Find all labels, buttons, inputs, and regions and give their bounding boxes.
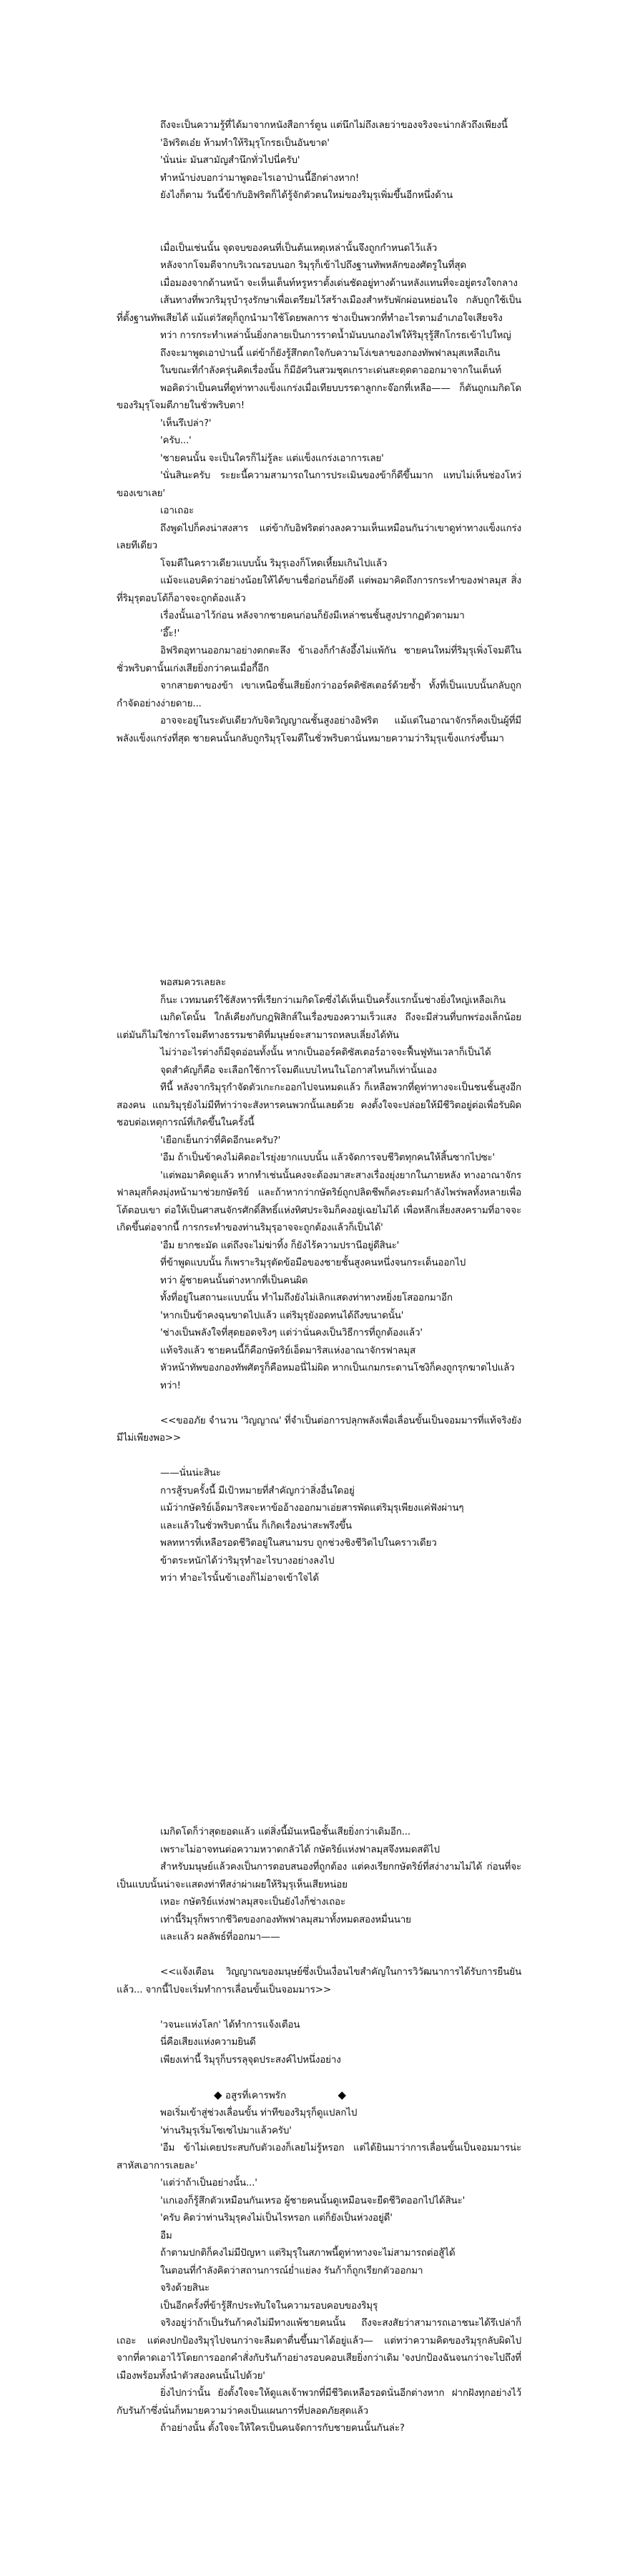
paragraph: ทว่า ผู้ชายคนนั้นต่างหากที่เป็นคนผิด bbox=[160, 1274, 308, 1286]
paragraph: เพียงเท่านี้ ริมุรุก็บรรลุจุดประสงค์ไปหนึ่งอย่าง bbox=[160, 2053, 341, 2066]
paragraph: จริงอยู่ว่าถ้าเป็นรันก้าคงไม่มีทางแพ้ชายคนนั้น ถึงจะสงสัยว่าสามารถเอาชนะได้รึเปล่าก็เถอะ แต่คงปกป้องริมุรุไปจนกว่าจะลืมตาตื่นขึ้นมาได้อยู่แล้ว— แต่ทว่าความคิดของริมุรุกลับผิดไปจากที่คาดเอาไว้โดยการออกคำสั่งกับรันก้าอย่างรอบคอบเสียยิ่งกว่าเดิม 'จงปกป้องฉันจนกว่าจะไปถึงที่เมืองพร้อมทั้งนำตัวสองคนนั้นไปด้วย' bbox=[117, 2317, 521, 2382]
paragraph: ถ้าอย่างนั้น ตั้งใจจะให้ใครเป็นคนจัดการกับชายคนนั้นกันล่ะ? bbox=[160, 2422, 405, 2434]
paragraph: พอคิดว่าเป็นคนที่ดูท่าทางแข็งแกร่งเมื่อเทียบบรรดาลูกกะจ๊อกที่เหลือ—— ก็ตันถูกเมกิดโดของริมุรุโจมตีภายในชั่วพริบตา! bbox=[117, 382, 521, 411]
paragraph: 'อิฟริตเอ๋ย ห้ามทำให้ริมุรุโกรธเป็นอันขาด' bbox=[160, 137, 330, 149]
section-heading bbox=[117, 2086, 521, 2105]
paragraph: อาจจะอยู่ในระดับเดียวกับจิตวิญญาณชั้นสูงอย่างอิฟริต แม้แต่ในอาณาจักรก็คงเป็นผู้ที่มีพลังแข็งแกร่งที่สุด ชายคนนั้นกลับถูกริมุรุโจมตีในชั่วพริบตานั่นหมายความว่าริมุรุแข็งแกร่งขึ้นมา bbox=[117, 715, 521, 744]
paragraph: 'นั่นน่ะ มันสามัญสำนึกทั่วไปนี่ครับ' bbox=[160, 154, 300, 166]
paragraph: ข้าตระหนักได้ว่าริมุรุทำอะไรบางอย่างลงไป bbox=[160, 1554, 335, 1566]
paragraph: 'อืม ถ้าเป็นข้าคงไม่คิดอะไรยุ่งยากแบบนั้น แล้วจัดการจบชีวิตทุกคนให้สิ้นซากไปซะ' bbox=[160, 1152, 495, 1163]
paragraph: เพราะไม่อาจทนต่อความหวาดกลัวได้ กษัตริย์แห่งฟาลมุสจึงหมดสติไป bbox=[160, 1843, 440, 1855]
paragraph: อืม bbox=[160, 2229, 172, 2241]
paragraph: แท้จริงแล้ว ชายคนนี้ก็คือกษัตริย์เอ็ดมาริสแห่งอาณาจักรฟาลมุส bbox=[160, 1344, 415, 1356]
paragraph: และแล้วในชั่วพริบตานั้น ก็เกิดเรื่องน่าสะพรึงขึ้น bbox=[160, 1519, 352, 1531]
paragraph: ในขณะที่กำลังครุ่นคิดเรื่องนั้น ก็มีอัศวินสวมชุดเกราะเด่นสะดุดตาออกมาจากในเต็นท์ bbox=[160, 365, 501, 376]
paragraph: 'วจนะแห่งโลก' ได้ทำการแจ้งเตือน bbox=[160, 2018, 300, 2030]
paragraph: จุดสำคัญก็คือ จะเลือกใช้การโจมตีแบบไหนในโอกาสไหนก็เท่านั้นเอง bbox=[160, 1064, 437, 1076]
system-notice: <<แจ้งเตือน วิญญาณของมนุษย์ซึ่งเป็นเงื่อนไขสำคัญในการวิวัฒนาการได้รับการยืนยันแล้ว... จากนี้ไปจะเริ่มทำการเลื่อนขั้นเป็นจอมมาร>> bbox=[117, 1966, 521, 1995]
paragraph: 'แต่ว่าถ้าเป็นอย่างนั้น...' bbox=[160, 2177, 257, 2188]
paragraph: ทว่า การกระทำเหล่านั้นยิ่งกลายเป็นการราดน้ำมันบนกองไฟให้ริมุรุรู้สึกโกรธเข้าไปใหญ่ bbox=[160, 330, 511, 341]
paragraph: เมกิดโดนั้น ใกล้เคียงกับกฎฟิสิกส์ในเรื่องของความเร็วแสง ถึงจะมีส่วนที่บกพร่องเล็กน้อย แต่มันก็ไม่ใช่การโจมตีทางธรรมชาติที่มนุษย์จะสามารถหลบเลี่ยงได้ทัน bbox=[117, 1012, 521, 1041]
paragraph: ก็นะ เวทมนตร์ใช้สังหารที่เรียกว่าเมกิดโดซึ่งได้เห็นเป็นครั้งแรกนั้นช่างยิ่งใหญ่เหลือเกิน bbox=[160, 994, 506, 1006]
paragraph: 'ครับ...' bbox=[160, 435, 192, 446]
paragraph: จริงด้วยสินะ bbox=[160, 2282, 210, 2294]
paragraph: เอาเถอะ bbox=[160, 505, 195, 516]
paragraph: ในตอนที่กำลังคิดว่าสถานการณ์ย่ำแย่ลง รันก้าก็ถูกเรียกตัวออกมา bbox=[160, 2264, 423, 2276]
paragraph: เหอะ กษัตริย์แห่งฟาลมุสจะเป็นยังไงก็ช่างเถอะ bbox=[160, 1896, 346, 1908]
paragraph: 'นั่นสินะครับ ระยะนี้ความสามารถในการประเมินของข้าก็ดีขึ้นมาก แทบไม่เห็นช่องโหว่ของเขาเลย' bbox=[117, 470, 521, 499]
paragraph: 'ครับ คิดว่าท่านริมุรุคงไม่เป็นไรหรอก แต่ก็ยังเป็นห่วงอยู่ดี' bbox=[160, 2212, 393, 2224]
paragraph: 'ช่างเป็นพลังใจที่สุดยอดจริงๆ แต่ว่านั่นคงเป็นวิธีการที่ถูกต้องแล้ว' bbox=[160, 1327, 423, 1338]
paragraph: 'อืม ยากชะมัด แต่ถึงจะไม่ฆ่าทิ้ง ก็ยังไร้ความปรานีอยู่ดีสินะ' bbox=[160, 1239, 400, 1251]
paragraph: แม้ว่ากษัตริย์เอ็ดมาริสจะหาข้ออ้างออกมาเอ่ยสารพัดแต่ริมุรุเพียงแค่ฟังผ่านๆ bbox=[160, 1502, 464, 1514]
text-block-1 bbox=[117, 117, 521, 747]
paragraph: หัวหน้าทัพของกองทัพศัตรูก็คือหมอนี่ไม่ผิด หากเป็นเกมกระดานโชงิก็คงถูกรุกฆาตไปแล้ว bbox=[160, 1362, 515, 1373]
paragraph: 'ท่านริมุรุเริ่มโซเซไปมาแล้วครับ' bbox=[160, 2124, 292, 2136]
paragraph: ทีนี้ หลังจากริมุรุกำจัดตัวเกะกะออกไปจนหมดแล้ว ก็เหลือพวกที่ดูท่าทางจะเป็นชนชั้นสูงอีกสองคน แถมริมุรุยังไม่มีทีท่าว่าจะสังหารคนพวกนั้นเลยด้วย คงตั้งใจจะปล่อยให้มีชีวิตอยู่ต่อเพื่อรับผิดชอบต่อเหตุการณ์ที่เกิดขึ้นในครั้งนี้ bbox=[117, 1082, 521, 1128]
paragraph: เรื่องนั้นเอาไว้ก่อน หลังจากชายคนก่อนก็ยังมีเหล่าชนชั้นสูงปรากฏตัวตามมา bbox=[160, 610, 465, 621]
diamond-icon: ◆ bbox=[338, 2088, 346, 2101]
paragraph: ยังไงก็ตาม วันนี้ข้ากับอิฟริตก็ได้รู้จักตัวตนใหม่ของริมุรุเพิ่มขึ้นอีกหนึ่งด้าน bbox=[160, 189, 453, 201]
paragraph: ไม่ว่าอะไรต่างก็มีจุดอ่อนทั้งนั้น หากเป็นออร์คดิซัสเตอร์อาจจะฟื้นฟูทันเวลาก็เป็นได้ bbox=[160, 1047, 491, 1058]
paragraph: พลทหารที่เหลือรอดชีวิตอยู่ในสนามรบ ถูกช่วงชิงชีวิตไปในคราวเดียว bbox=[160, 1537, 437, 1549]
paragraph: ทั้งที่อยู่ในสถานะแบบนั้น ทำไมถึงยังไม่เลิกแสดงท่าทางหยิ่งยโสออกมาอีก bbox=[160, 1292, 453, 1303]
paragraph: 'แต่พอมาคิดดูแล้ว หากทำเช่นนั้นคงจะต้องมาสะสางเรื่องยุ่งยากในภายหลัง ทางอาณาจักรฟาลมุสก็คงมุ่งหน้ามาช่วยกษัตริย์ และถ้าหากว่ากษัตริย์ถูกปลิดชีพก็คงระดมกำลังไพร่พลทั้งหลายเพื่อโต้ตอบเขา ต่อให้เป็นศาสนจักรศักดิ์สิทธิ์แห่งทิศประจิมก็คงอยู่เฉยไม่ได้ เพื่อหลีกเลี่ยงสงครามที่อาจจะเกิดขึ้นต่อจากนี้ การกระทำของท่านริมุรุอาจจะถูกต้องแล้วก็เป็นได้' bbox=[117, 1169, 521, 1233]
paragraph: 'แกเองก็รู้สึกตัวเหมือนกันเหรอ ผู้ชายคนนั้นดูเหมือนจะยืดชีวิตออกไปได้สินะ' bbox=[160, 2194, 466, 2206]
paragraph: เมื่อมองจากด้านหน้า จะเห็นเต็นท์หรูหราตั้งเด่นชัดอยู่ทางด้านหลังแทนที่จะอยู่ตรงใจกลาง bbox=[160, 277, 518, 289]
system-notice: <<ขออภัย จำนวน 'วิญญาณ' ที่จำเป็นต่อการปลุกพลังเพื่อเลื่อนขั้นเป็นจอมมารที่แท้จริงยังมีไม่เพียงพอ>> bbox=[117, 1414, 521, 1444]
paragraph: จากสายตาของข้า เขาเหนือชั้นเสียยิ่งกว่าออร์คดิซัสเตอร์ด้วยซ้ำ ทั้งที่เป็นแบบนั้นกลับถูกกำจัดอย่างง่ายดาย... bbox=[117, 680, 521, 709]
paragraph: ทว่า ทำอะไรนั้นข้าเองก็ไม่อาจเข้าใจได้ bbox=[160, 1572, 319, 1584]
paragraph: และแล้ว ผลลัพธ์ที่ออกมา—— bbox=[160, 1931, 280, 1943]
paragraph: อิฟริตอุทานออกมาอย่างตกตะลึง ข้าเองก็กำลังอึ้งไม่แพ้กัน ชายคนใหม่ที่ริมุรุเพิ่งโจมตีในชั่วพริบตานั้นเก่งเสียยิ่งกว่าคนเมื่อกี้อีก bbox=[117, 645, 521, 674]
text-block-2 bbox=[117, 974, 521, 1587]
paragraph: 'ชายคนนั้น จะเป็นใครก็ไม่รู้ละ แต่แข็งแกร่งเอาการเลย' bbox=[160, 452, 384, 464]
paragraph: ถึงจะมาพูดเอาป่านนี้ แต่ข้าก็ยังรู้สึกตกใจกับความโง่เขลาของกองทัพฟาลมุสเหลือเกิน bbox=[160, 347, 501, 359]
section-title: อสูรที่เคารพรัก bbox=[225, 2089, 287, 2101]
paragraph: เมกิดโดก็ว่าสุดยอดแล้ว แต่สิ่งนี้มันเหนือชั้นเสียยิ่งกว่าเดิมอีก... bbox=[160, 1826, 410, 1837]
paragraph: เป็นอีกครั้งที่ข้ารู้สึกประทับใจในความรอบคอบของริมุรุ bbox=[160, 2299, 378, 2311]
paragraph: เส้นทางที่พวกริมุรุบำรุงรักษาเพื่อเตรียมไว้สร้างเมืองสำหรับพักผ่อนหย่อนใจ กลับถูกใช้เป็นที่ตั้งฐานทัพเสียได้ แม้แต่วัสดุก็ถูกนำมาใช้โดยพลการ ช่างเป็นพวกที่ทำอะไรตามอำเภอใจเสียจริง bbox=[117, 295, 521, 324]
paragraph: หลังจากโจมตีจากบริเวณรอบนอก ริมุรุก็เข้าไปถึงฐานทัพหลักของศัตรูในที่สุด bbox=[160, 260, 466, 271]
paragraph: ยิ่งไปกว่านั้น ยังตั้งใจจะให้ดูแลเจ้าพวกที่มีชีวิตเหลือรอดนั่นอีกต่างหาก ฝากฝังทุกอย่างไว้กับรันก้าซึ่งนั่นก็หมายความว่าคงเป็นแผนการที่ปลอดภัยสุดแล้ว bbox=[117, 2387, 521, 2417]
paragraph: พอเริ่มเข้าสู่ช่วงเลื่อนขั้น ท่าทีของริมุรุก็ดูแปลกไป bbox=[160, 2107, 358, 2118]
paragraph: ที่ข้าพูดแบบนั้น ก็เพราะริมุรุตัดข้อมือของชายชั้นสูงคนหนึ่งจนกระเด็นออกไป bbox=[160, 1257, 466, 1268]
paragraph: ถ้าตามปกติก็คงไม่มีปัญหา แต่ริมุรุในสภาพนี้ดูท่าทางจะไม่สามารถต่อสู้ได้ bbox=[160, 2247, 456, 2259]
paragraph: ทว่า! bbox=[160, 1379, 181, 1391]
paragraph: โจมตีในคราวเดียวแบบนั้น ริมุรุเองก็โหดเหี้ยมเกินไปแล้ว bbox=[160, 557, 388, 569]
paragraph: ทำหน้าบ่งบอกว่ามาพูดอะไรเอาป่านนี้อีกต่างหาก! bbox=[160, 172, 360, 184]
paragraph: สำหรับมนุษย์แล้วคงเป็นการตอบสนองที่ถูกต้อง แต่คงเรียกกษัตริย์ที่สง่างามไม่ได้ ก่อนที่จะเป็นแบบนั้นน่าจะแสดงท่าทีสง่าผ่าเผยให้ริมุรุเห็นเสียหน่อย bbox=[117, 1861, 521, 1890]
paragraph: ถึงจะเป็นความรู้ที่ได้มาจากหนังสือการ์ตูน แต่นึกไม่ถึงเลยว่าของจริงจะน่ากลัวถึงเพียงนี้ bbox=[160, 119, 508, 131]
diamond-icon: ◆ bbox=[214, 2088, 222, 2101]
paragraph: 'เยือกเย็นกว่าที่คิดอีกนะครับ?' bbox=[160, 1134, 281, 1146]
text-block-3 bbox=[117, 1823, 521, 2437]
paragraph: เมื่อเป็นเช่นนั้น จุดจบของคนที่เป็นต้นเหตุเหล่านั้นจึงถูกกำหนดไว้แล้ว bbox=[160, 242, 438, 254]
paragraph: ——นั่นน่ะสินะ bbox=[160, 1467, 221, 1479]
paragraph: เท่านี้ริมุรุก็พรากชีวิตของกองทัพฟาลมุสมาทั้งหมดสองหมื่นนาย bbox=[160, 1913, 411, 1925]
paragraph: นี่คือเสียงแห่งความยินดี bbox=[160, 2036, 256, 2048]
paragraph: 'อืม ข้าไม่เคยประสบกับตัวเองก็เลยไม่รู้หรอก แต่ได้ยินมาว่าการเลื่อนขั้นเป็นจอมมารน่ะสาหัสเอาการเลยละ' bbox=[117, 2142, 521, 2171]
paragraph: 'เห็นรึเปล่า?' bbox=[160, 417, 212, 429]
paragraph: พอสมควรเลยละ bbox=[160, 977, 226, 988]
paragraph: ถึงพูดไปก็คงน่าสงสาร แต่ข้ากับอิฟริตต่างลงความเห็นเหมือนกันว่าเขาดูท่าทางแข็งแกร่งเลยทีเดียว bbox=[117, 522, 521, 551]
paragraph: แม้จะแอบคิดว่าอย่างน้อยให้ได้ขานชื่อก่อนก็ยังดี แต่พอมาคิดถึงการกระทำของฟาลมุส สิ่งที่ริมุรุตอบโต้ก็อาจจะถูกต้องแล้ว bbox=[117, 575, 521, 604]
paragraph: การสู้รบครั้งนี้ มีเป้าหมายที่สำคัญกว่าสิ่งอื่นใดอยู่ bbox=[160, 1484, 355, 1496]
paragraph: 'หากเป็นข้าคงฉุนขาดไปแล้ว แต่ริมุรุยังอดทนได้ถึงขนาดนั้น' bbox=[160, 1309, 404, 1321]
paragraph: 'อึ๊ะ!' bbox=[160, 627, 180, 639]
